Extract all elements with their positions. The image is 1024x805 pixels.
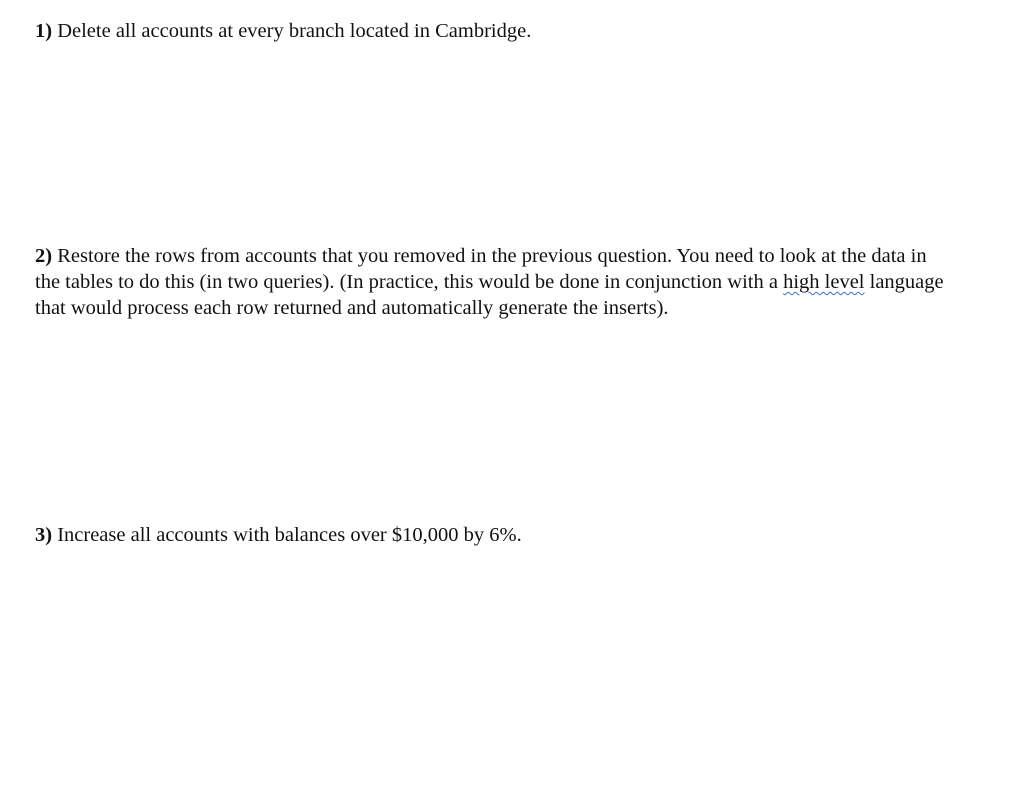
- question-2-number: 2): [35, 245, 53, 267]
- question-1-number: 1): [35, 20, 53, 42]
- question-1-text: Delete all accounts at every branch located in Cambridge.: [57, 20, 532, 42]
- question-1: [35, 18, 995, 44]
- question-3-text: Increase all accounts with balances over $10,000 by 6%.: [57, 524, 522, 546]
- question-2: [35, 243, 955, 321]
- question-2-text-after: language that would process each row returned and automatically generate the inserts).: [35, 271, 944, 319]
- question-3: [35, 522, 995, 548]
- spellcheck-flagged-word[interactable]: high level: [783, 271, 865, 293]
- question-2-text-before: Restore the rows from accounts that you removed in the previous question. You need to look at the data in the tables to do this (in two queries). (In practice, this would be done in conjunction with a: [35, 245, 927, 293]
- question-3-number: 3): [35, 524, 53, 546]
